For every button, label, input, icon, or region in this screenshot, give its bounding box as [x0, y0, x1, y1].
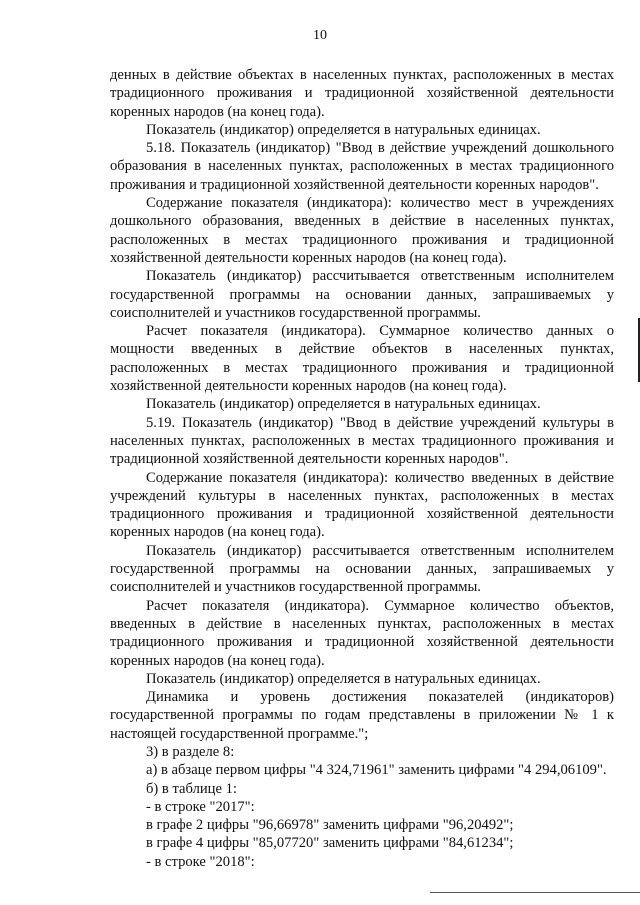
paragraph: Показатель (индикатор) рассчитывается ответственным исполнителем государственной программы на основании данных, запрашиваемых у соисполнителей и участников государственной программы.: [110, 268, 614, 321]
paragraph: Содержание показателя (индикатора): количество введенных в действие учреждений культуры в населенных пунктах, расположенных в местах традиционного проживания и традиционной хозяйственной деятельности коренных народов (на конец года).: [110, 469, 614, 541]
section-heading-5-19: 5.19. Показатель (индикатор) "Ввод в действие учреждений культуры в населенных пунктах, расположенных в местах традиционного проживания и традиционной хозяйственной деятельности коренных народов".: [110, 414, 614, 468]
list-item: - в строке "2017":: [146, 798, 255, 815]
paragraph: денных в действие объектах в населенных пунктах, расположенных в местах традиционного проживания и традиционной хозяйственной деятельности коренных народов (на конец года).: [110, 67, 614, 120]
paragraph: Показатель (индикатор) определяется в натуральных единицах.: [146, 670, 541, 687]
list-item: а) в абзаце первом цифры "4 324,71961" заменить цифрами "4 294,06109".: [146, 762, 607, 779]
section-heading-5-18: 5.18. Показатель (индикатор) "Ввод в действие учреждений дошкольного образования в населенных пунктах, расположенных в местах традиционного проживания и традиционной хозяйственной деятельности коренных народов".: [110, 140, 614, 193]
paragraph: Показатель (индикатор) определяется в натуральных единицах.: [146, 396, 541, 413]
list-item: в графе 4 цифры "85,07720" заменить цифрами "84,61234";: [146, 835, 514, 852]
document-body: [110, 66, 614, 871]
paragraph: Динамика и уровень достижения показателей (индикаторов) государственной программы по годам представлены в приложении № 1 к настоящей государственной программе.";: [110, 689, 614, 742]
paragraph: Показатель (индикатор) рассчитывается ответственным исполнителем государственной программы на основании данных, запрашиваемых у соисполнителей и участников государственной программы.: [110, 542, 614, 596]
footer-rule: [430, 892, 640, 893]
list-item: - в строке "2018":: [146, 853, 255, 870]
paragraph: Расчет показателя (индикатора). Суммарное количество объектов, введенных в действие в населенных пунктах, расположенных в местах традиционного проживания и традиционной хозяйственной деятельности коренных народов (на конец года).: [110, 597, 614, 669]
paragraph: Расчет показателя (индикатора). Суммарное количество данных о мощности введенных в действие объектов в населенных пунктах, расположенных в местах традиционного проживания и традиционной хозяйственной деятельности коренных народов (на конец года).: [110, 323, 614, 395]
list-item: в графе 2 цифры "96,66978" заменить цифрами "96,20492";: [146, 817, 514, 834]
paragraph: Показатель (индикатор) определяется в натуральных единицах.: [146, 121, 541, 138]
list-item: б) в таблице 1:: [146, 780, 237, 797]
paragraph: Содержание показателя (индикатора): количество мест в учреждениях дошкольного образования, введенных в действие в населенных пунктах, расположенных в местах традиционного проживания и традиционной хозяйственной деятельности коренных народов (на конец года).: [110, 195, 614, 266]
page-number: 10: [313, 28, 327, 43]
list-item: 3) в разделе 8:: [146, 743, 235, 760]
